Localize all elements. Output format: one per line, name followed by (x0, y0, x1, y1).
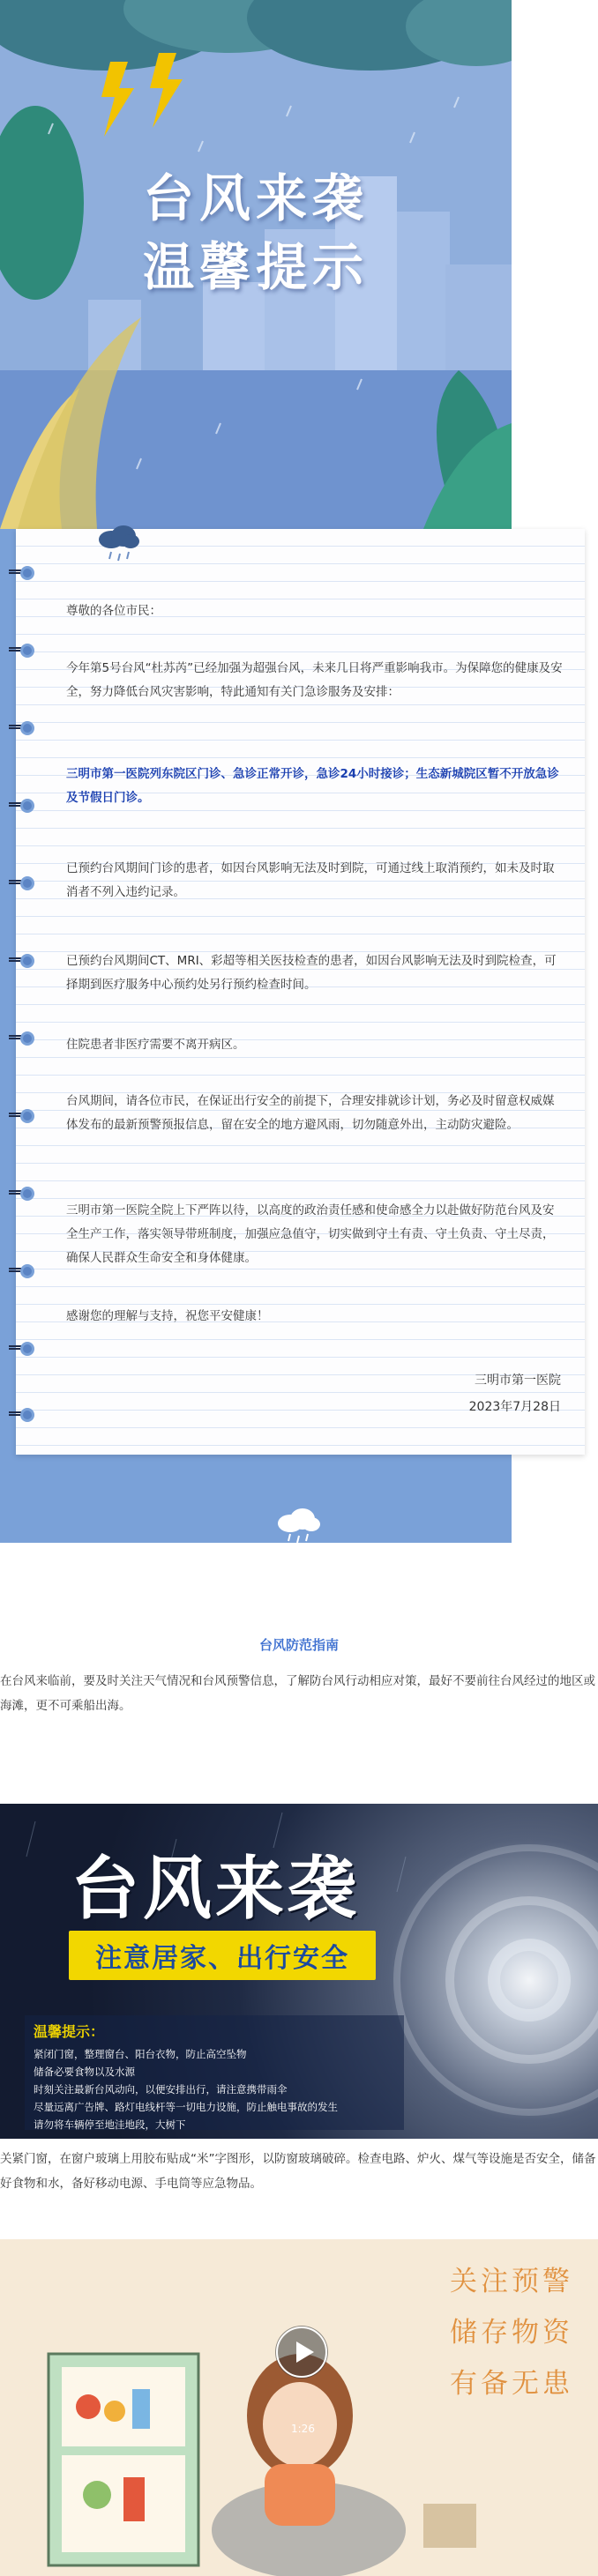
section-title: 台风防范指南 (258, 1637, 339, 1653)
binder-ring-icon (9, 948, 35, 974)
tips-title: 温馨提示： (34, 2023, 105, 2040)
poster-title: 台风来袭 (71, 1850, 361, 1929)
guide-intro-text: 在台风来临前，要及时关注天气情况和台风预警信息，了解防台风行动相应对策，最好不要前往台风经过的地区或海滩，更不可乘船出海。 (0, 1674, 595, 1713)
binder-ring-icon (9, 1103, 35, 1129)
tip-item: 时刻关注最新台风动向，以便安排出行，请注意携带雨伞 (34, 2083, 288, 2096)
guide-advice-text: 关紧门窗，在窗户玻璃上用胶布贴成“米”字图形，以防窗玻璃破碎。检查电路、炉火、煤气等设施是否安全，储备好食物和水，备好移动电源、手电筒等应急物品。 (0, 2152, 596, 2191)
binder-ring-icon (9, 1336, 35, 1362)
rain-cloud-icon (269, 1506, 331, 1550)
binder-ring-icon (9, 637, 35, 664)
letter-paragraph: 住院患者非医疗需要不离开病区。 (66, 1038, 245, 1052)
banner-title-line1: 台风来袭 (142, 168, 369, 228)
binder-ring-icon (9, 560, 35, 586)
binder-ring-icon (9, 1402, 35, 1428)
tip-item: 请勿将车辆停至地洼地段，大树下 (34, 2118, 186, 2131)
letter-greeting: 尊敬的各位市民： (66, 604, 161, 618)
play-icon (275, 2326, 328, 2379)
play-button[interactable] (275, 2326, 328, 2379)
binder-ring-icon (9, 715, 35, 741)
letter-paragraph: 今年第5号台风“杜苏芮”已经加强为超强台风，未来几日将严重影响我市。为保障您的健康及安全，努力降低台风灾害影响，特此通知有关门急诊服务及安排： (66, 661, 563, 699)
letter-paragraph: 已预约台风期间门诊的患者，如因台风影响无法及时到院，可通过线上取消预约，如未及时取消者不列入违约记录。 (66, 861, 555, 899)
rain-cloud-icon (92, 520, 145, 573)
letter-paragraph: 三明市第一医院全院上下严阵以待，以高度的政治责任感和使命感全力以赴做好防范台风及安全生产工作，落实领导带班制度，加强应急值守，切实做到守土有责、守土负责、守土尽责，确保人民群众生命安全和身体健康。 (66, 1203, 555, 1265)
letter-highlight-paragraph: 三明市第一医院列东院区门诊、急诊正常开诊，急诊24小时接诊；生态新城院区暂不开放急诊及节假日门诊。 (66, 767, 559, 805)
video-duration: 1:26 (291, 2423, 315, 2435)
binder-ring-icon (9, 1258, 35, 1284)
binder-ring-icon (9, 870, 35, 897)
video-slogan: 关注预警 (450, 2266, 573, 2297)
video-slogan: 储存物资 (450, 2317, 573, 2349)
binder-ring-icon (9, 793, 35, 819)
signature-org: 三明市第一医院 (475, 1374, 561, 1388)
tip-item: 尽量远离广告牌、路灯电线杆等一切电力设施，防止触电事故的发生 (34, 2101, 338, 2113)
tip-item: 储备必要食物以及水源 (34, 2066, 135, 2078)
tip-item: 紧闭门窗，整理窗台、阳台衣物，防止高空坠物 (34, 2048, 247, 2060)
typhoon-banner (0, 0, 512, 529)
poster-subtitle: 注意居家、出行安全 (69, 1931, 376, 1980)
binder-ring-icon (9, 1180, 35, 1207)
video-slogan: 有备无患 (450, 2368, 573, 2400)
letter-paragraph: 台风期间，请各位市民，在保证出行安全的前提下，合理安排就诊计划，务必及时留意权威媒体发布的最新预警预报信息，留在安全的地方避风雨，切勿随意外出，主动防灾避险。 (66, 1094, 555, 1132)
banner-title-line2: 温馨提示 (142, 237, 369, 297)
signature-date: 2023年7月28日 (468, 1400, 561, 1414)
letter-paragraph: 感谢您的理解与支持，祝您平安健康！ (66, 1309, 269, 1323)
video-player[interactable] (0, 2239, 598, 2576)
letter-paragraph: 已预约台风期间CT、MRI、彩超等相关医技检查的患者，如因台风影响无法及时到院检查，可择期到医疗服务中心预约处另行预约检查时间。 (66, 954, 557, 992)
binder-ring-icon (9, 1025, 35, 1052)
